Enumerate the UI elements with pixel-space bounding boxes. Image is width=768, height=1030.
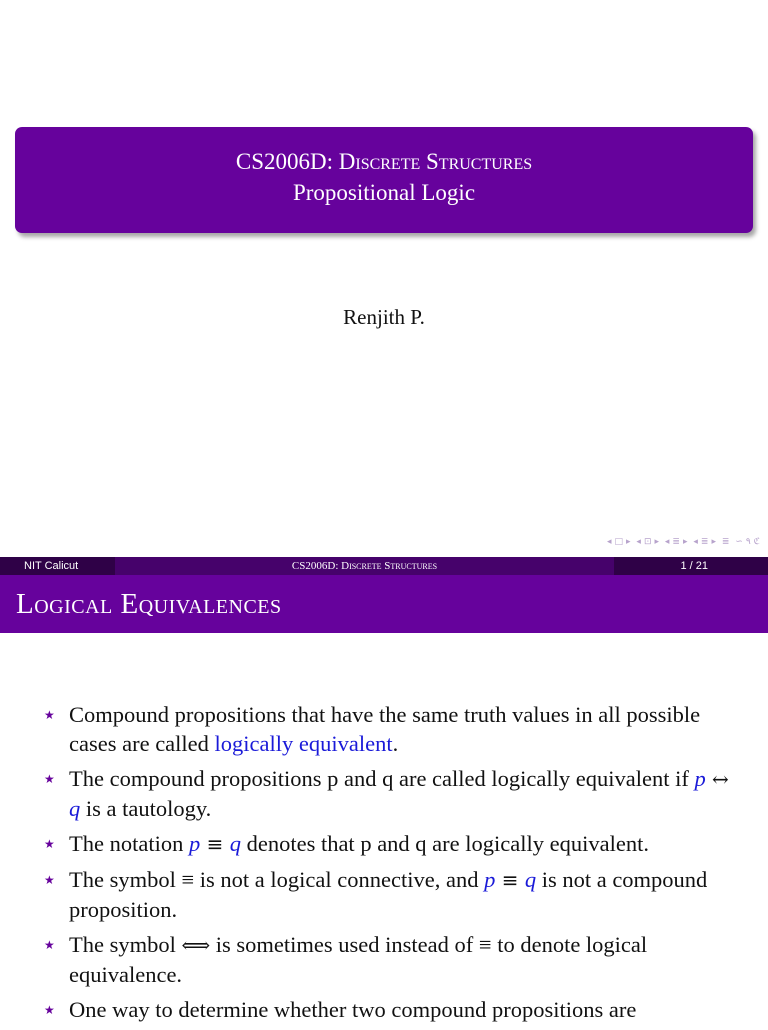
math-operator: ↔ bbox=[705, 767, 729, 791]
math-operator: ≡ bbox=[495, 868, 525, 892]
nav-frame-icon[interactable]: ⊡ bbox=[643, 537, 652, 547]
list-item: ★ One way to determine whether two compound propositions are bbox=[44, 995, 744, 1024]
beamer-navigation-icons[interactable] bbox=[604, 537, 760, 547]
list-item: ★ The notation p ≡ q denotes that p and q are logically equivalent. bbox=[44, 829, 744, 859]
nav-search-icon[interactable]: ۹ bbox=[745, 537, 751, 547]
nav-next-frame-icon[interactable]: ▸ bbox=[654, 537, 660, 547]
star-bullet-icon: ★ bbox=[44, 837, 55, 851]
footer-course: CS2006D: Discrete Structures bbox=[115, 557, 614, 575]
list-item: ★ The symbol ≡ is not a logical connective, and p ≡ q is not a compound proposition. bbox=[44, 867, 708, 922]
math-q: q bbox=[524, 867, 537, 892]
star-bullet-icon: ★ bbox=[44, 1003, 55, 1017]
math-q: q bbox=[69, 796, 81, 821]
list-item: ★ The symbol ⟺ is sometimes used instead of ≡ to denote logical equivalence. bbox=[44, 932, 648, 987]
title-box bbox=[15, 127, 753, 233]
nav-appendix-icon[interactable]: ≣ bbox=[721, 537, 730, 547]
nav-prev-section-icon[interactable]: ◂ bbox=[693, 537, 698, 547]
math-p: p bbox=[188, 831, 201, 856]
nav-section-icon[interactable]: ≣ bbox=[700, 537, 709, 547]
nav-next-subsection-icon[interactable]: ▸ bbox=[682, 537, 688, 547]
footer-page-number: 1 / 21 bbox=[614, 557, 768, 575]
star-bullet-icon: ★ bbox=[44, 938, 55, 952]
nav-forward-icon[interactable]: ℭ bbox=[753, 537, 760, 547]
star-bullet-icon: ★ bbox=[44, 873, 55, 887]
frame-title: Logical Equivalences bbox=[0, 575, 768, 633]
bullet-list bbox=[44, 700, 744, 1030]
math-p: p bbox=[694, 766, 706, 791]
star-bullet-icon: ★ bbox=[44, 772, 55, 786]
nav-next-section-icon[interactable]: ▸ bbox=[711, 537, 716, 547]
term-highlight: logically equivalent bbox=[214, 731, 393, 756]
nav-back-icon[interactable]: ∽ bbox=[735, 537, 743, 547]
subtitle: Propositional Logic bbox=[292, 180, 476, 205]
nav-subsection-icon[interactable]: ≣ bbox=[672, 537, 680, 547]
nav-prev-slide-icon[interactable]: ◂ bbox=[606, 537, 612, 547]
list-item: ★ The compound propositions p and q are called logically equivalent if p ↔ q is a tautology. bbox=[44, 766, 729, 821]
nav-slide-icon[interactable]: □ bbox=[614, 537, 623, 547]
footer-bar bbox=[0, 557, 768, 575]
list-item: ★ Compound propositions that have the same truth values in all possible cases are called logically equivalent. bbox=[44, 702, 701, 756]
footer-institution: NIT Calicut bbox=[0, 557, 115, 575]
nav-prev-frame-icon[interactable]: ◂ bbox=[636, 537, 641, 547]
author: Renjith P. bbox=[343, 305, 425, 329]
nav-prev-subsection-icon[interactable]: ◂ bbox=[664, 537, 670, 547]
math-operator: ≡ bbox=[200, 832, 230, 856]
math-q: q bbox=[229, 831, 241, 856]
math-p: p bbox=[484, 867, 496, 892]
iff-symbol: ⟺ bbox=[181, 933, 211, 957]
nav-next-slide-icon[interactable]: ▸ bbox=[626, 537, 631, 547]
star-bullet-icon: ★ bbox=[44, 708, 55, 722]
course-title: CS2006D: Discrete Structures bbox=[235, 149, 533, 174]
